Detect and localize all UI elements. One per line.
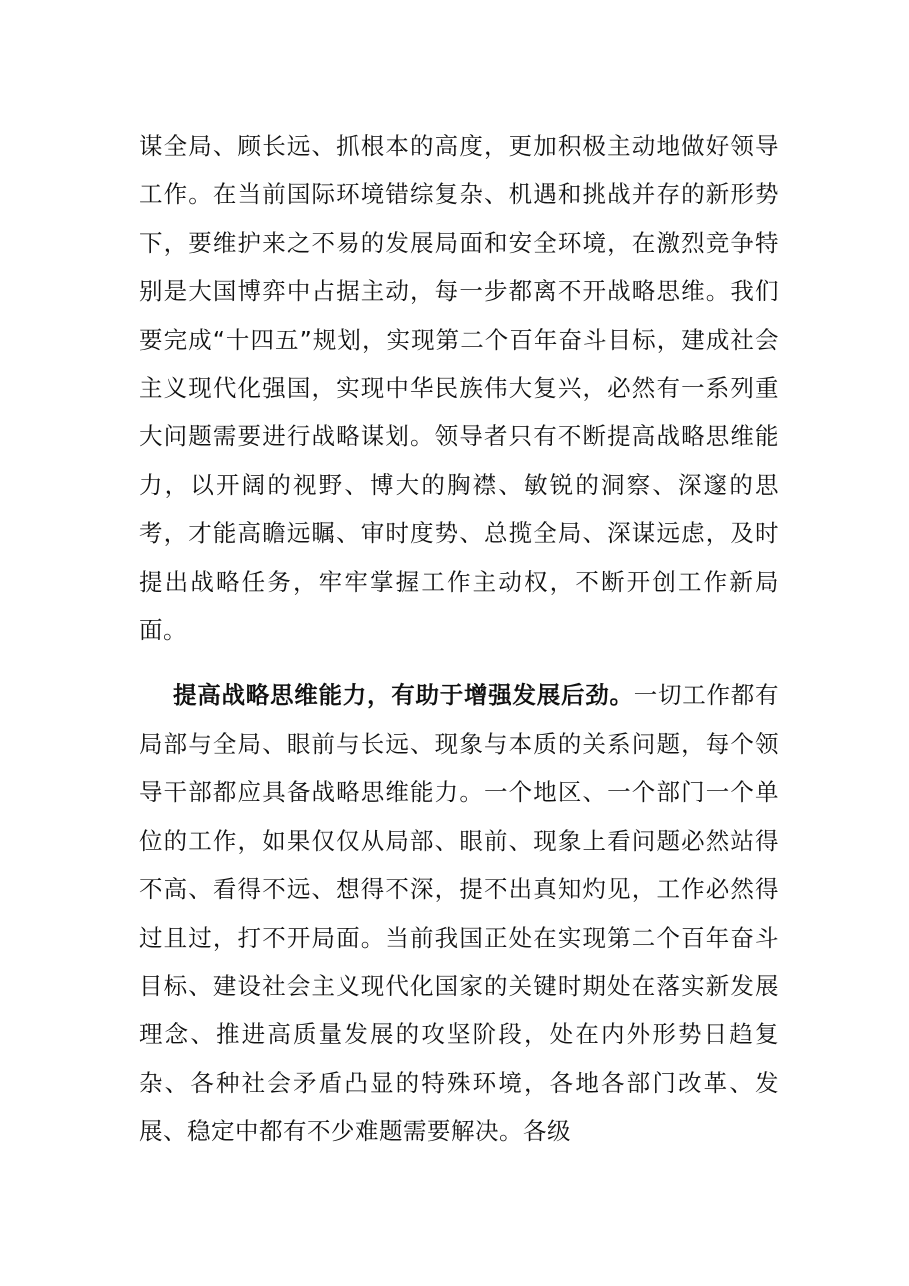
document-body — [139, 122, 779, 1156]
paragraph-1-text: 谋全局、顾长远、抓根本的高度，更加积极主动地做好领导工作。在当前国际环境错综复杂、机遇和挑战并存的新形势下，要维护来之不易的发展局面和安全环境，在激烈竞争特别是大国博弈中占据主动，每一步都离不开战略思维。我们要完成“十四五”规划，实现第二个百年奋斗目标，建成社会主义现代化强国，实现中华民族伟大复兴，必然有一系列重大问题需要进行战略谋划。领导者只有不断提高战略思维能力，以开阔的视野、博大的胸襟、敏锐的洞察、深邃的思考，才能高瞻远瞩、审时度势、总揽全局、深谋远虑，及时提出战略任务，牢牢掌握工作主动权，不断开创工作新局面。 — [139, 132, 779, 645]
paragraph-2 — [139, 671, 779, 1155]
paragraph-1 — [139, 122, 779, 654]
paragraph-2-lead-sentence: 提高战略思维能力，有助于增强发展后劲。 — [173, 681, 634, 710]
paragraph-2-text: 一切工作都有局部与全局、眼前与长远、现象与本质的关系问题，每个领导干部都应具备战略思维能力。一个地区、一个部门一个单位的工作，如果仅仅从局部、眼前、现象上看问题必然站得不高、看得不远、想得不深，提不出真知灼见，工作必然得过且过，打不开局面。当前我国正处在实现第二个百年奋斗目标、建设社会主义现代化国家的关键时期处在落实新发展理念、推进高质量发展的攻坚阶段，处在内外形势日趋复杂、各种社会矛盾凸显的特殊环境，各地各部门改革、发展、稳定中都有不少难题需要解决。各级 — [139, 681, 779, 1146]
